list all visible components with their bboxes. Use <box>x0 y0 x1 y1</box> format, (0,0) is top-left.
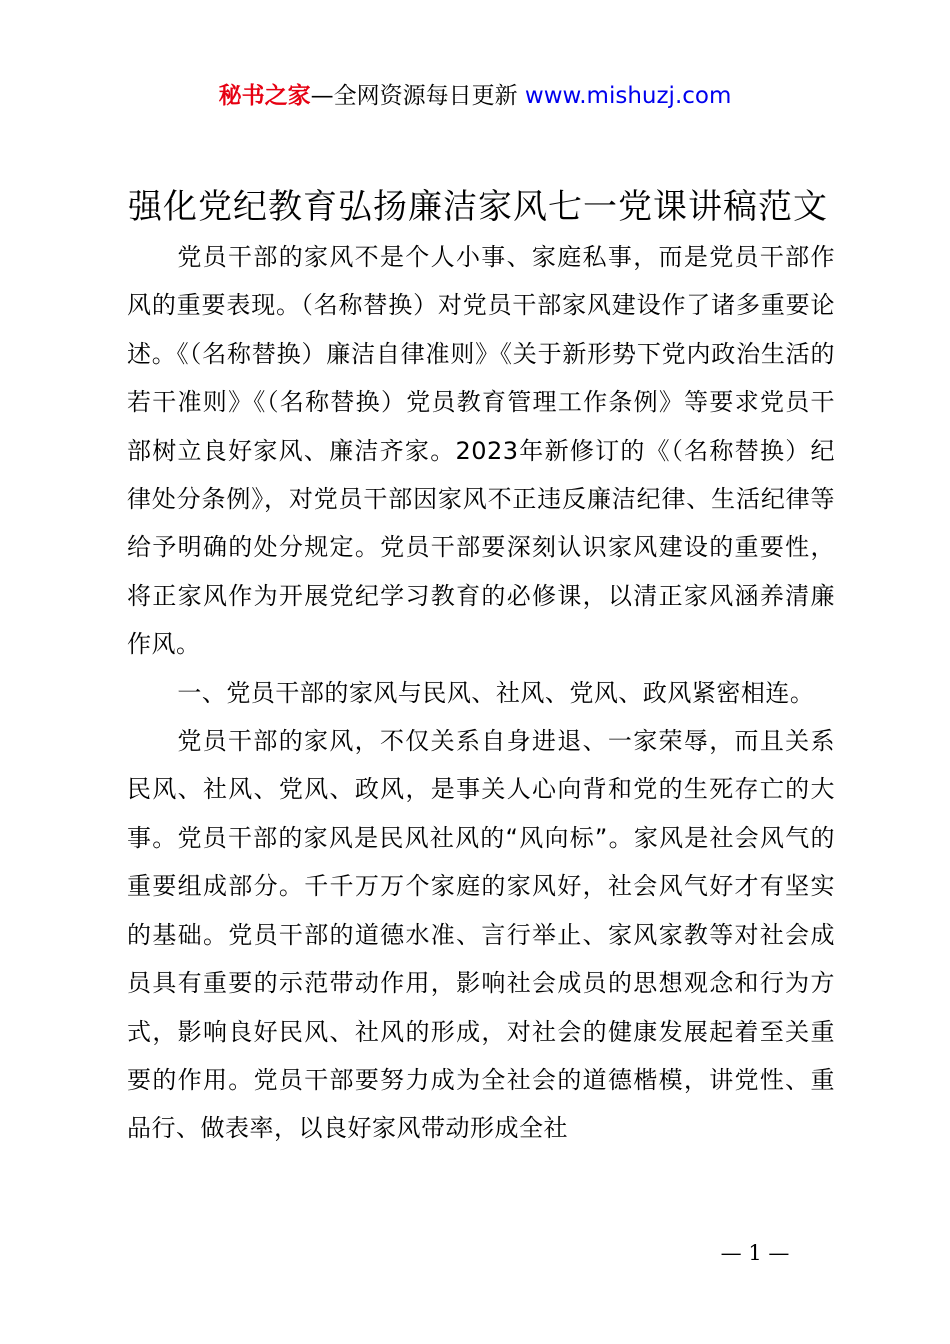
site-header <box>0 80 950 112</box>
document-title: 强化党纪教育弘扬廉洁家风七一党课讲稿范文 <box>128 187 828 227</box>
site-url-link[interactable]: www.mishuzj.com <box>524 83 732 109</box>
document-body <box>127 233 835 1153</box>
body-paragraph: 党员干部的家风不是个人小事、家庭私事，而是党员干部作风的重要表现。（名称替换）对党员干部家风建设作了诸多重要论述。《（名称替换）廉洁自律准则》《关于新形势下党内政治生活的若干准则》《（名称替换）党员教育管理工作条例》等要求党员干部树立良好家风、廉洁齐家。2023年新修订的《（名称替换）纪律处分条例》，对党员干部因家风不正违反廉洁纪律、生活纪律等给予明确的处分规定。党员干部要深刻认识家风建设的重要性，将正家风作为开展党纪学习教育的必修课，以清正家风涵养清廉作风。 <box>127 243 835 659</box>
page-number: — 1 — <box>720 1241 790 1265</box>
site-slogan: —全网资源每日更新 <box>310 83 518 109</box>
body-paragraph: 党员干部的家风，不仅关系自身进退、一家荣辱，而且关系民风、社风、党风、政风，是事关人心向背和党的生死存亡的大事。党员干部的家风是民风社风的“风向标”。家风是社会风气的重要组成部分。千千万万个家庭的家风好，社会风气好才有坚实的基础。党员干部的道德水准、言行举止、家风家教等对社会成员具有重要的示范带动作用，影响社会成员的思想观念和行为方式，影响良好民风、社风的形成，对社会的健康发展起着至关重要的作用。党员干部要努力成为全社会的道德楷模，讲党性、重品行、做表率，以良好家风带动形成全社 <box>127 727 835 1143</box>
section-heading: 一、党员干部的家风与民风、社风、党风、政风紧密相连。 <box>177 678 815 707</box>
site-brand: 秘书之家 <box>218 83 311 109</box>
